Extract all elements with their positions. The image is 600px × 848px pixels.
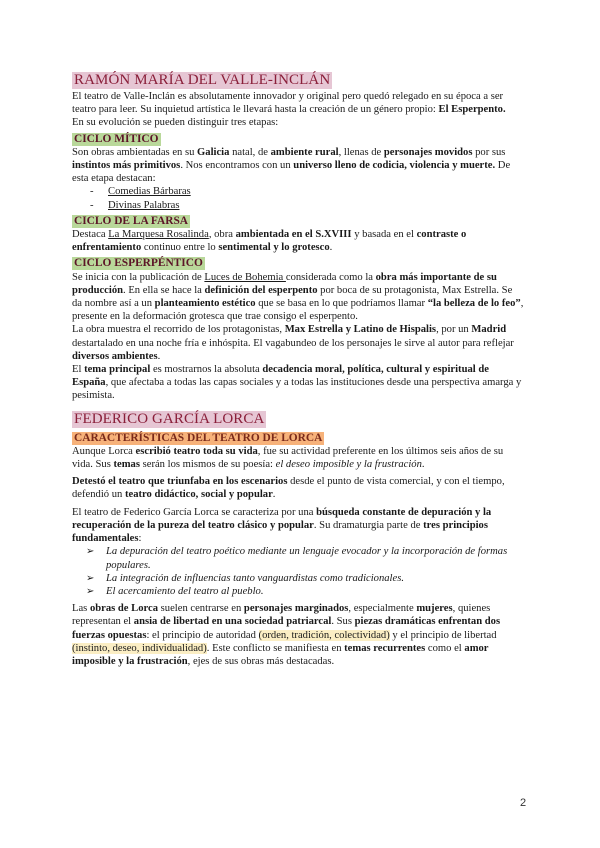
list-item (72, 585, 524, 598)
bold-term: obra más importante de su producción (72, 271, 497, 296)
ciclo-esperpentico-paragraph-2 (72, 323, 524, 363)
bold-term: piezas dramáticas enfrentan dos fuerzas opuestas (72, 616, 501, 641)
bold-term: personajes marginados (243, 603, 349, 615)
bold-term: definición del esperpento (204, 284, 318, 296)
text: continuo entre lo (141, 242, 219, 254)
text: , especialmente (348, 603, 417, 615)
bold-term: sentimental y lo grotesco (218, 242, 330, 254)
text: , obra (208, 229, 236, 241)
arrow-bullet-icon: ➢ (86, 546, 95, 558)
text: . En ella se hace la (123, 284, 205, 296)
bold-term: “la belleza de lo feo” (427, 298, 521, 310)
text: que se basa en lo que podríamos llamar (255, 298, 428, 310)
bold-term: escribió teatro toda su vida (135, 445, 258, 457)
text: . Sus (331, 616, 355, 628)
section-heading-valle-inclan: RAMÓN MARÍA DEL VALLE-INCLÁN (74, 72, 331, 88)
subheading-ciclo-esperpentico: CICLO ESPERPÉNTICO (74, 257, 203, 270)
esperpento-term: El Esperpento. (438, 104, 506, 116)
text: : (138, 533, 142, 545)
subheading-ciclo-mitico: CICLO MÍTICO (74, 132, 159, 145)
text: desde el punto de vista comercial, y con el tiempo, defendió un (72, 476, 505, 501)
bold-term: instintos más primitivos (72, 160, 181, 172)
text: considerada como la (285, 271, 376, 283)
text: , fue su actividad preferente en los últimos seis años de su vida. Sus (72, 445, 504, 471)
work-title: Luces de Bohemia (204, 271, 286, 283)
section-spacer (72, 403, 524, 411)
principles-list (72, 545, 524, 598)
text: , por un (436, 324, 472, 336)
text: . (421, 459, 425, 471)
list-item (72, 572, 524, 585)
principle-text: La integración de influencias tanto vanguardistas como tradicionales. (106, 572, 404, 584)
bold-term: personajes movidos (383, 146, 473, 158)
valle-intro-paragraph (72, 90, 524, 116)
text: , llenas de (338, 146, 384, 158)
text: como el (425, 642, 465, 654)
text: natal, de (229, 146, 271, 158)
ciclo-esperpentico-paragraph-3 (72, 363, 524, 403)
text: es mostrarnos la absoluta (150, 364, 263, 376)
work-title: La Marquesa Rosalinda (108, 229, 209, 241)
lorca-paragraph-1 (72, 445, 524, 471)
bold-term: contraste o enfrentamiento (72, 229, 467, 254)
lorca-paragraph-3 (72, 506, 524, 546)
lorca-paragraph-4 (72, 602, 524, 668)
italic-term: el deseo imposible y la frustración (275, 459, 422, 471)
ciclo-mitico-works-list (72, 185, 524, 211)
ciclo-mitico-paragraph (72, 146, 524, 186)
text: Destaca (72, 229, 109, 241)
highlighted-text: (instinto, deseo, individualidad) (72, 642, 207, 654)
bold-term: ansia de libertad en una sociedad patriarcal (133, 616, 332, 628)
text: por boca de su protagonista, Max Estrella. Se da nombre así a un (72, 284, 513, 310)
document-page (72, 72, 524, 668)
ciclo-farsa-paragraph (72, 228, 524, 254)
text: y basada en el (351, 229, 417, 241)
list-item (72, 185, 524, 198)
text: . (157, 350, 161, 362)
text: De esta etapa destacan: (72, 160, 511, 185)
text: , presente en la deformación grotesca que trae consigo el esperpento. (72, 298, 524, 323)
bold-term: Galicia (197, 146, 230, 158)
bold-term: Madrid (471, 324, 507, 336)
text: La obra muestra el recorrido de los protagonistas, (72, 324, 285, 336)
text: por sus (472, 146, 506, 158)
text: . Este conflicto se manifiesta en (206, 642, 345, 654)
bold-term: Max Estrella y Latino de Hispalis (284, 324, 437, 336)
text: . Nos encontramos con un (180, 160, 294, 172)
bold-term: búsqueda constante de depuración y la recuperación de la pureza del teatro clásico y popular (72, 506, 492, 531)
work-title: Divinas Palabras (108, 199, 180, 211)
text: . (329, 242, 333, 254)
text: , que afectaba a todas las capas sociales y a todas las instituciones desde una perspectiva amarga y pesimista. (72, 377, 522, 402)
principle-text: El acercamiento del teatro al pueblo. (106, 585, 264, 597)
bold-term: obras de Lorca (89, 603, 159, 615)
bold-term: tres principios fundamentales (72, 519, 488, 545)
valle-intro-paragraph-2: En su evolución se pueden distinguir tres etapas: (72, 117, 279, 129)
bold-term: diversos ambientes (72, 350, 158, 362)
arrow-bullet-icon: ➢ (86, 572, 95, 584)
subheading-caracteristicas-lorca: CARACTERÍSTICAS DEL TEATRO DE LORCA (74, 431, 323, 444)
ciclo-esperpentico-paragraph-1 (72, 271, 524, 324)
text: , ejes de sus obras más destacadas. (187, 655, 335, 667)
bold-term: decadencia moral, política, cultural y espiritual de España (72, 364, 489, 389)
text: Las (72, 603, 90, 615)
bold-term: ambiente rural (270, 146, 339, 158)
bold-term: ambientada en el S.XVIII (235, 229, 352, 241)
text: Se inicia con la publicación de (72, 271, 205, 283)
bold-term: Detestó el teatro que triunfaba en los escenarios (72, 476, 288, 488)
dash-bullet: - (90, 186, 94, 198)
list-item (72, 199, 524, 212)
bold-term: mujeres (416, 603, 453, 615)
text: serán los mismos de su poesía: (139, 459, 276, 471)
bold-term: amor imposible y la frustración (72, 642, 489, 667)
text: destartalado en una noche fría e inhóspita. El vagabundeo de los personajes le sirve al autor para reflejar (72, 337, 514, 349)
principle-text: La depuración del teatro poético mediante un lenguaje evocador y la incorporación de formas populares. (106, 546, 508, 571)
bold-term: universo lleno de codicia, violencia y muerte. (293, 160, 496, 172)
text: . (272, 489, 276, 501)
list-item (72, 545, 524, 571)
bold-term: teatro didáctico, social y popular (124, 489, 273, 501)
work-title: Comedias Bárbaras (108, 186, 191, 198)
lorca-paragraph-2 (72, 475, 524, 501)
highlighted-text: (orden, tradición, colectividad) (258, 629, 390, 641)
text: y el principio de libertad (389, 629, 497, 641)
bold-term: temas recurrentes (344, 642, 426, 654)
text: El (72, 364, 85, 376)
bold-term: temas (113, 459, 140, 471)
text: . Su dramaturgia parte de (313, 519, 424, 531)
arrow-bullet-icon: ➢ (86, 585, 95, 597)
bold-term: tema principal (84, 364, 151, 376)
text: El teatro de Valle-Inclán es absolutamente innovador y original pero quedó relegado en su época a ser teatro para leer. Su inquietud artística le llevará hasta la creación de un género propio: (72, 91, 504, 116)
text: : el principio de autoridad (146, 629, 259, 641)
text: El teatro de Federico García Lorca se caracteriza por una (72, 506, 317, 518)
dash-bullet: - (90, 199, 94, 211)
section-heading-garcia-lorca: FEDERICO GARCÍA LORCA (74, 410, 265, 427)
page-number: 2 (520, 797, 527, 809)
text: Aunque Lorca (72, 445, 136, 457)
text: Son obras ambientadas en su (72, 146, 198, 158)
subheading-ciclo-farsa: CICLO DE LA FARSA (74, 214, 189, 227)
text: , quienes representan el (72, 603, 491, 628)
text: suelen centrarse en (158, 603, 244, 615)
bold-term: planteamiento estético (154, 298, 256, 310)
